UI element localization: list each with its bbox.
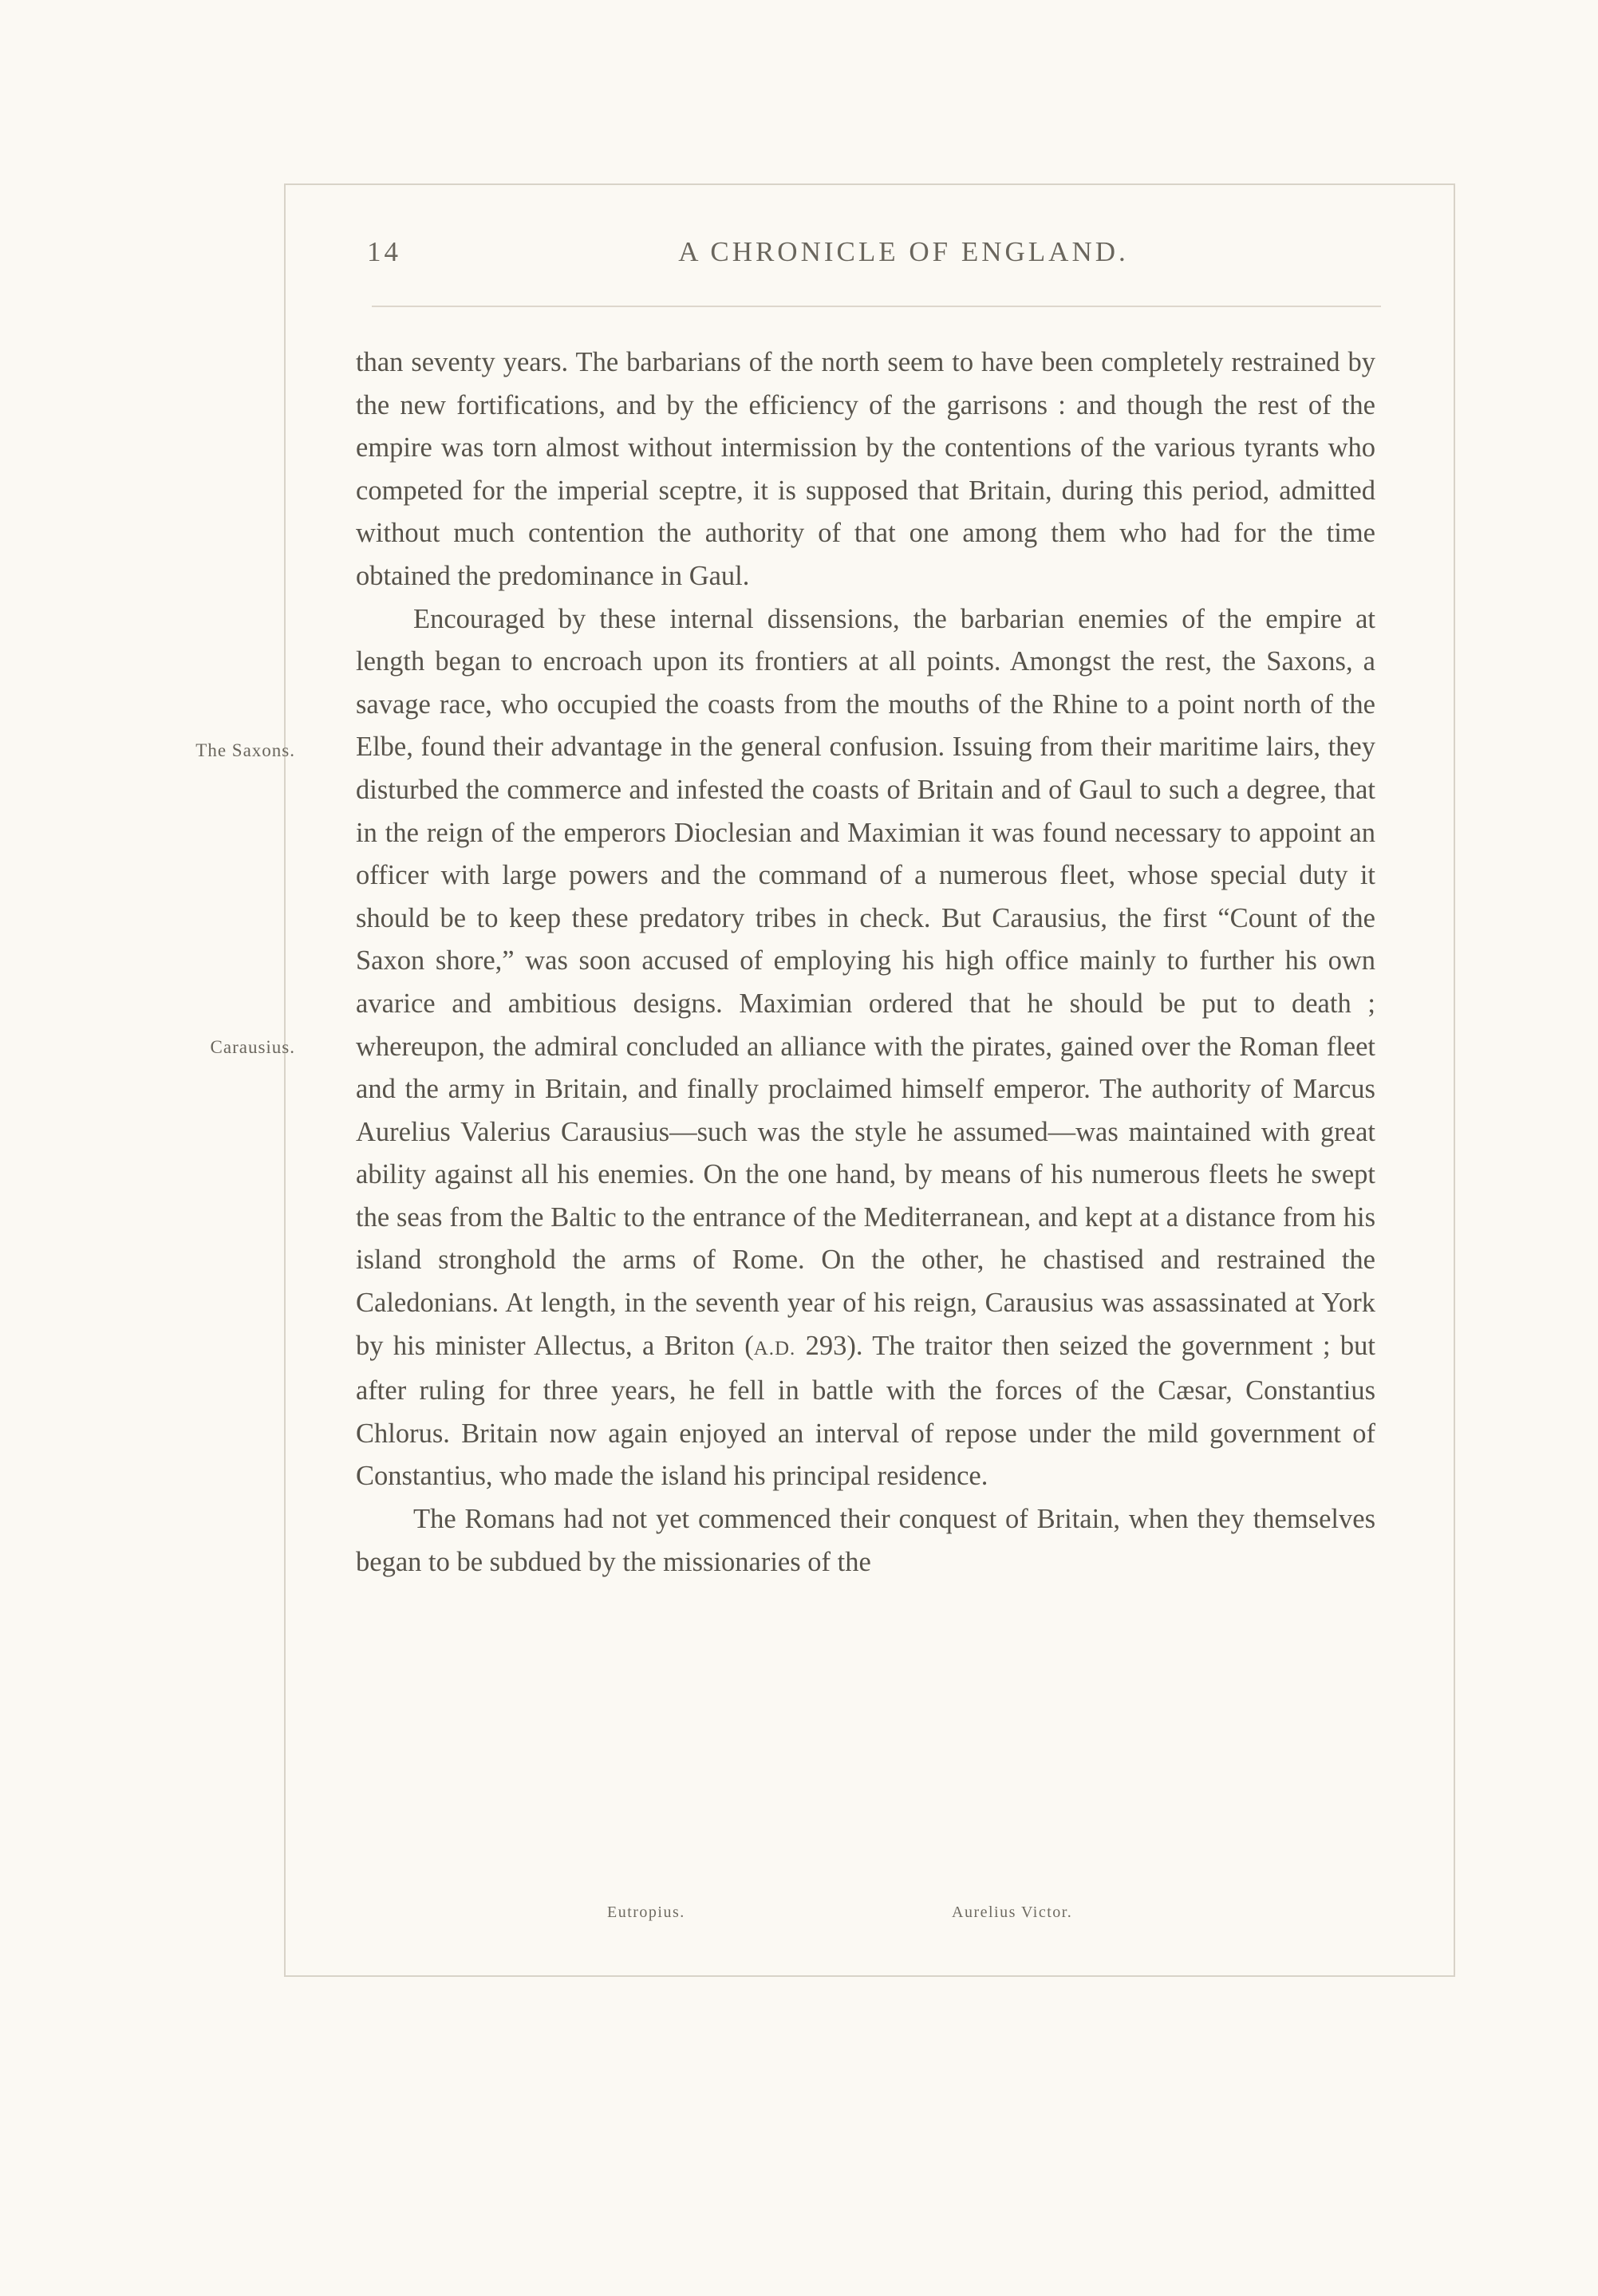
margin-note-saxons: The Saxons. — [195, 740, 295, 760]
running-head — [367, 236, 1376, 276]
citation-eutropius: Eutropius. — [607, 1903, 685, 1921]
citation-aurelius-victor: Aurelius Victor. — [952, 1903, 1073, 1921]
header-rule — [372, 306, 1381, 307]
paragraph-2 — [356, 598, 1375, 1498]
source-citations — [356, 1903, 1375, 1931]
paragraph-1: than seventy years. The barbarians of the north seem to have been completely restrained by the new fortifications, and by the efficiency of the garrisons : and though the rest of the empire was torn almost without intermission by the contentions of the various tyrants who competed for the imperial sceptre, it is supposed that Britain, during this period, admitted without much contention the authority of that one among them who had for the time obtained the predominance in Gaul. — [356, 347, 1375, 591]
page-number: 14 — [367, 236, 401, 267]
running-title: A CHRONICLE OF ENGLAND. — [678, 236, 1129, 267]
body-text — [356, 341, 1375, 1584]
paragraph-2-part-b: 293). The traitor then seized the government ; but after ruling for three years, he fell in battle with the forces of the Cæsar, Constantius Chlorus. Britain now again enjoyed an interval of repose under the mild government of Constantius, who made the island his principal residence. — [356, 1330, 1375, 1492]
margin-note-carausius: Carausius. — [210, 1037, 295, 1057]
paragraph-3: The Romans had not yet commenced their conquest of Britain, when they themselves began to be subdued by the missionaries of the — [356, 1504, 1375, 1577]
paragraph-2-part-a: Encouraged by these internal dissensions, the barbarian enemies of the empire at length began to encroach upon its frontiers at all points. Amongst the rest, the Saxons, a savage race, who occupied the coasts from the mouths of the Rhine to a point north of the Elbe, found their advantage in the general confusion. Issuing from their maritime lairs, they disturbed the commerce and infested the coasts of Britain and of Gaul to such a degree, that in the reign of the emperors Dioclesian and Maximian it was found necessary to appoint an officer with large powers and the command of a numerous fleet, whose special duty it should be to keep these predatory tribes in check. But Carausius, the first “Count of the Saxon shore,” was soon accused of employing his high office mainly to further his own avarice and ambitious designs. Maximian ordered that he should be put to death ; whereupon, the admiral concluded an alliance with the pirates, gained over the Roman fleet and the army in Britain, and finally proclaimed himself emperor. The authority of Marcus Aurelius Valerius Carausius—such was the style he assumed—was maintained with great ability against all his enemies. On the one hand, by means of his numerous fleets he swept the seas from the Baltic to the entrance of the Mediterranean, and kept at a distance from his island stronghold the arms of Rome. On the other, he chastised and restrained the Caledonians. At length, in the seventh year of his reign, Carausius was assassinated at York by his minister Allectus, a Briton ( — [356, 603, 1375, 1361]
date-abbreviation: A.D. — [753, 1337, 796, 1359]
